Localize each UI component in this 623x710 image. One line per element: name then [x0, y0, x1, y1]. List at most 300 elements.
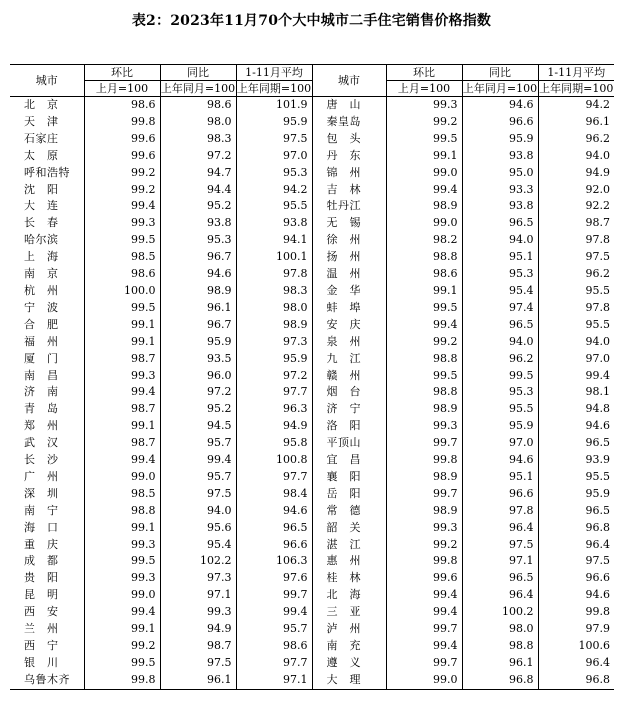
mom-value-right: 99.4 — [386, 182, 462, 199]
price-index-table — [10, 64, 614, 690]
mom-value-right: 98.2 — [386, 232, 462, 249]
city-name-right: 金 华 — [312, 283, 386, 300]
avg-value-left: 98.4 — [236, 486, 312, 503]
avg-value-right: 94.0 — [538, 334, 614, 351]
city-name-left: 长 沙 — [24, 453, 59, 467]
avg-value-right: 95.5 — [538, 469, 614, 486]
avg-value-left: 97.6 — [236, 570, 312, 587]
city-name-right: 襄 阳 — [312, 469, 386, 486]
avg-value-left: 98.3 — [236, 283, 312, 300]
mom-value-right: 99.4 — [386, 638, 462, 655]
city-name-right: 丹 东 — [312, 148, 386, 165]
yoy-value-right: 96.5 — [462, 317, 538, 334]
table-row — [10, 553, 614, 570]
city-name-left: 乌鲁木齐 — [10, 672, 84, 689]
avg-value-right: 97.8 — [538, 232, 614, 249]
mom-value-right: 98.9 — [386, 401, 462, 418]
yoy-value-right: 97.4 — [462, 300, 538, 317]
mom-value-right: 99.0 — [386, 215, 462, 232]
avg-value-right: 96.8 — [538, 520, 614, 537]
table-row — [10, 638, 614, 655]
mom-value-right: 98.9 — [386, 469, 462, 486]
avg-value-left: 95.9 — [236, 351, 312, 368]
table-row — [10, 351, 614, 368]
avg-value-right: 96.2 — [538, 266, 614, 283]
yoy-value-left: 97.5 — [160, 486, 236, 503]
yoy-value-right: 96.2 — [462, 351, 538, 368]
yoy-value-left: 99.3 — [160, 604, 236, 621]
mom-value-right: 98.8 — [386, 249, 462, 266]
mom-value-left: 99.1 — [84, 317, 160, 334]
city-name-left: 杭 州 — [24, 283, 59, 297]
city-name-left: 广 州 — [24, 469, 59, 483]
city-name-right: 徐 州 — [312, 232, 386, 249]
yoy-value-right: 96.4 — [462, 587, 538, 604]
header-avg-base-left: 上年同期=100 — [236, 82, 312, 95]
avg-value-right: 100.6 — [538, 638, 614, 655]
yoy-value-left: 98.7 — [160, 638, 236, 655]
avg-value-right: 96.4 — [538, 655, 614, 672]
city-name-left: 太 原 — [24, 148, 59, 162]
table-row — [10, 621, 614, 638]
mom-value-right: 99.1 — [386, 283, 462, 300]
avg-value-right: 98.1 — [538, 384, 614, 401]
table-row — [10, 182, 614, 199]
mom-value-left: 99.0 — [84, 587, 160, 604]
avg-value-left: 97.7 — [236, 469, 312, 486]
mom-value-left: 99.1 — [84, 621, 160, 638]
yoy-value-right: 98.0 — [462, 621, 538, 638]
mom-value-left: 98.7 — [84, 351, 160, 368]
mom-value-left: 98.6 — [84, 266, 160, 283]
city-name-left: 西 安 — [24, 605, 59, 619]
city-name-right: 惠 州 — [312, 553, 386, 570]
mom-value-right: 99.7 — [386, 621, 462, 638]
city-name-left: 合 肥 — [24, 317, 59, 331]
avg-value-left: 100.8 — [236, 452, 312, 469]
avg-value-left: 101.9 — [236, 97, 312, 114]
city-name-right: 常 德 — [312, 503, 386, 520]
yoy-value-left: 98.9 — [160, 283, 236, 300]
table-row — [10, 148, 614, 165]
avg-value-right: 96.1 — [538, 114, 614, 131]
mom-value-right: 99.8 — [386, 553, 462, 570]
city-name-left: 青 岛 — [24, 402, 59, 416]
mom-value-right: 99.4 — [386, 604, 462, 621]
city-name-left: 福 州 — [24, 334, 59, 348]
avg-value-right: 94.6 — [538, 587, 614, 604]
city-name-left: 北 京 — [24, 98, 59, 111]
avg-value-right: 92.2 — [538, 198, 614, 215]
avg-value-right: 97.8 — [538, 300, 614, 317]
yoy-value-left: 95.3 — [160, 232, 236, 249]
yoy-value-right: 96.5 — [462, 215, 538, 232]
mom-value-right: 99.2 — [386, 537, 462, 554]
avg-value-right: 96.4 — [538, 537, 614, 554]
avg-value-left: 95.8 — [236, 435, 312, 452]
city-name-right: 牡丹江 — [312, 198, 386, 215]
avg-value-right: 96.2 — [538, 131, 614, 148]
avg-value-right: 96.5 — [538, 435, 614, 452]
table-row — [10, 131, 614, 148]
avg-value-left: 98.9 — [236, 317, 312, 334]
header-mom-right: 环比 — [386, 65, 462, 81]
mom-value-right: 98.9 — [386, 198, 462, 215]
table-row — [10, 604, 614, 621]
mom-value-right: 99.7 — [386, 435, 462, 452]
mom-value-left: 99.1 — [84, 418, 160, 435]
mom-value-left: 99.4 — [84, 604, 160, 621]
yoy-value-left: 94.6 — [160, 266, 236, 283]
city-name-right: 泸 州 — [312, 621, 386, 638]
avg-value-right: 97.5 — [538, 553, 614, 570]
mom-value-left: 98.5 — [84, 486, 160, 503]
header-yoy-right: 同比 — [462, 65, 538, 81]
mom-value-left: 99.4 — [84, 384, 160, 401]
avg-value-right: 94.8 — [538, 401, 614, 418]
avg-value-right: 99.4 — [538, 368, 614, 385]
avg-value-left: 97.3 — [236, 334, 312, 351]
mom-value-left: 99.3 — [84, 570, 160, 587]
yoy-value-left: 96.1 — [160, 672, 236, 689]
yoy-value-left: 97.2 — [160, 148, 236, 165]
header-city-left: 城市 — [10, 65, 84, 97]
yoy-value-right: 96.6 — [462, 486, 538, 503]
mom-value-right: 99.7 — [386, 655, 462, 672]
city-name-left: 贵 阳 — [24, 571, 59, 585]
table-row — [10, 317, 614, 334]
yoy-value-right: 93.8 — [462, 198, 538, 215]
mom-value-right: 99.2 — [386, 334, 462, 351]
table-row — [10, 537, 614, 554]
city-name-right: 九 江 — [312, 351, 386, 368]
mom-value-left: 99.5 — [84, 553, 160, 570]
mom-value-right: 99.0 — [386, 672, 462, 689]
yoy-value-left: 95.2 — [160, 198, 236, 215]
city-name-right: 无 锡 — [312, 215, 386, 232]
table-row — [10, 114, 614, 131]
city-name-right: 韶 关 — [312, 520, 386, 537]
city-name-right: 平顶山 — [312, 435, 386, 452]
mom-value-left: 98.6 — [84, 97, 160, 114]
city-name-right: 蚌 埠 — [312, 300, 386, 317]
avg-value-left: 97.7 — [236, 384, 312, 401]
mom-value-right: 99.2 — [386, 114, 462, 131]
yoy-value-right: 95.1 — [462, 249, 538, 266]
mom-value-left: 99.4 — [84, 198, 160, 215]
avg-value-right: 97.9 — [538, 621, 614, 638]
city-name-right: 洛 阳 — [312, 418, 386, 435]
avg-value-left: 94.9 — [236, 418, 312, 435]
table-row — [10, 452, 614, 469]
city-name-right: 北 海 — [312, 587, 386, 604]
avg-value-left: 95.9 — [236, 114, 312, 131]
avg-value-right: 93.9 — [538, 452, 614, 469]
city-name-left: 大 连 — [24, 199, 59, 213]
city-name-right: 遵 义 — [312, 655, 386, 672]
city-name-left: 呼和浩特 — [24, 165, 70, 179]
avg-value-right: 94.0 — [538, 148, 614, 165]
city-name-left: 昆 明 — [24, 588, 59, 602]
avg-value-left: 94.1 — [236, 232, 312, 249]
table-row — [10, 486, 614, 503]
avg-value-left: 97.7 — [236, 655, 312, 672]
city-name-right: 包 头 — [312, 131, 386, 148]
yoy-value-right: 99.5 — [462, 368, 538, 385]
yoy-value-left: 93.5 — [160, 351, 236, 368]
avg-value-left: 97.8 — [236, 266, 312, 283]
yoy-value-left: 94.7 — [160, 165, 236, 182]
avg-value-right: 99.8 — [538, 604, 614, 621]
city-name-right: 济 宁 — [312, 401, 386, 418]
city-name-left: 宁 波 — [24, 300, 59, 314]
city-name-right: 三 亚 — [312, 604, 386, 621]
yoy-value-right: 97.1 — [462, 553, 538, 570]
header-avg-right: 1-11月平均 — [538, 65, 614, 81]
yoy-value-right: 94.0 — [462, 232, 538, 249]
mom-value-left: 99.1 — [84, 520, 160, 537]
avg-value-right: 95.5 — [538, 283, 614, 300]
mom-value-left: 99.2 — [84, 165, 160, 182]
mom-value-left: 99.2 — [84, 182, 160, 199]
table-row — [10, 503, 614, 520]
city-name-right: 泉 州 — [312, 334, 386, 351]
yoy-value-left: 98.3 — [160, 131, 236, 148]
mom-value-left: 99.2 — [84, 638, 160, 655]
header-avg-left: 1-11月平均 — [236, 65, 312, 81]
yoy-value-right: 95.3 — [462, 266, 538, 283]
mom-value-right: 99.0 — [386, 165, 462, 182]
mom-value-left: 98.7 — [84, 435, 160, 452]
avg-value-left: 96.3 — [236, 401, 312, 418]
yoy-value-left: 97.5 — [160, 655, 236, 672]
avg-value-right: 94.6 — [538, 418, 614, 435]
mom-value-left: 98.8 — [84, 503, 160, 520]
yoy-value-right: 95.3 — [462, 384, 538, 401]
yoy-value-left: 98.0 — [160, 114, 236, 131]
yoy-value-left: 97.2 — [160, 384, 236, 401]
avg-value-left: 97.5 — [236, 131, 312, 148]
avg-value-right: 95.5 — [538, 317, 614, 334]
mom-value-left: 99.3 — [84, 537, 160, 554]
mom-value-left: 99.3 — [84, 368, 160, 385]
header-mom-base-left: 上月=100 — [84, 81, 160, 97]
mom-value-left: 99.0 — [84, 469, 160, 486]
avg-value-right: 96.8 — [538, 672, 614, 689]
city-name-left: 成 都 — [24, 554, 59, 568]
city-name-left: 银 川 — [24, 655, 59, 669]
avg-value-left: 94.2 — [236, 182, 312, 199]
city-name-right: 南 充 — [312, 638, 386, 655]
mom-value-right: 99.3 — [386, 520, 462, 537]
mom-value-right: 99.1 — [386, 148, 462, 165]
yoy-value-right: 98.8 — [462, 638, 538, 655]
city-name-right: 湛 江 — [312, 537, 386, 554]
yoy-value-right: 97.5 — [462, 537, 538, 554]
avg-value-left: 93.8 — [236, 215, 312, 232]
city-name-left: 海 口 — [24, 520, 59, 534]
city-name-right: 宜 昌 — [312, 452, 386, 469]
avg-value-right: 97.0 — [538, 351, 614, 368]
page-title: 表2：2023年11月70个大中城市二手住宅销售价格指数 — [131, 13, 492, 29]
mom-value-right: 98.8 — [386, 384, 462, 401]
yoy-value-left: 97.3 — [160, 570, 236, 587]
yoy-value-right: 95.5 — [462, 401, 538, 418]
avg-value-left: 96.5 — [236, 520, 312, 537]
city-name-right: 赣 州 — [312, 368, 386, 385]
yoy-value-right: 96.4 — [462, 520, 538, 537]
header-yoy-base-right: 上年同月=100 — [462, 82, 538, 95]
yoy-value-left: 96.0 — [160, 368, 236, 385]
yoy-value-left: 96.7 — [160, 249, 236, 266]
avg-value-right: 97.5 — [538, 249, 614, 266]
mom-value-left: 99.5 — [84, 655, 160, 672]
table-row — [10, 570, 614, 587]
avg-value-left: 98.0 — [236, 300, 312, 317]
city-name-left: 沈 阳 — [24, 182, 59, 196]
table-row — [10, 587, 614, 604]
mom-value-left: 99.3 — [84, 215, 160, 232]
avg-value-right: 98.7 — [538, 215, 614, 232]
yoy-value-left: 97.1 — [160, 587, 236, 604]
yoy-value-right: 96.8 — [462, 672, 538, 689]
city-name-right: 唐 山 — [312, 97, 386, 114]
city-name-left: 重 庆 — [24, 537, 59, 551]
avg-value-right: 94.2 — [538, 97, 614, 114]
avg-value-right: 96.5 — [538, 503, 614, 520]
header-city-right: 城市 — [312, 65, 386, 97]
mom-value-left: 100.0 — [84, 283, 160, 300]
mom-value-left: 99.8 — [84, 672, 160, 689]
yoy-value-right: 94.6 — [462, 452, 538, 469]
table-row — [10, 215, 614, 232]
avg-value-left: 96.6 — [236, 537, 312, 554]
table-row — [10, 266, 614, 283]
table-row — [10, 300, 614, 317]
mom-value-left: 99.6 — [84, 148, 160, 165]
yoy-value-left: 95.7 — [160, 435, 236, 452]
avg-value-left: 99.4 — [236, 604, 312, 621]
city-name-left: 济 南 — [24, 385, 59, 399]
mom-value-right: 99.5 — [386, 131, 462, 148]
city-name-left: 兰 州 — [24, 622, 59, 636]
table-row — [10, 165, 614, 182]
yoy-value-left: 94.4 — [160, 182, 236, 199]
yoy-value-right: 96.5 — [462, 570, 538, 587]
mom-value-left: 99.4 — [84, 452, 160, 469]
yoy-value-right: 96.1 — [462, 655, 538, 672]
table-row — [10, 283, 614, 300]
yoy-value-left: 102.2 — [160, 553, 236, 570]
yoy-value-right: 100.2 — [462, 604, 538, 621]
yoy-value-right: 94.6 — [462, 97, 538, 114]
header-yoy-base-left: 上年同月=100 — [160, 82, 236, 95]
mom-value-right: 99.4 — [386, 587, 462, 604]
yoy-value-left: 95.6 — [160, 520, 236, 537]
city-name-left: 天 津 — [24, 114, 59, 128]
yoy-value-right: 95.0 — [462, 165, 538, 182]
table-row — [10, 368, 614, 385]
avg-value-left: 97.2 — [236, 368, 312, 385]
table-body — [10, 97, 614, 690]
yoy-value-right: 94.0 — [462, 334, 538, 351]
table-row — [10, 249, 614, 266]
avg-value-left: 106.3 — [236, 553, 312, 570]
mom-value-left: 98.5 — [84, 249, 160, 266]
yoy-value-left: 94.0 — [160, 503, 236, 520]
city-name-right: 烟 台 — [312, 384, 386, 401]
yoy-value-right: 93.8 — [462, 148, 538, 165]
avg-value-left: 94.6 — [236, 503, 312, 520]
table-row — [10, 435, 614, 452]
header-mom-base-right: 上月=100 — [386, 81, 462, 97]
yoy-value-left: 96.1 — [160, 300, 236, 317]
city-name-left: 长 春 — [24, 216, 59, 230]
mom-value-right: 99.5 — [386, 300, 462, 317]
header-mom-left: 环比 — [84, 65, 160, 81]
mom-value-right: 99.7 — [386, 486, 462, 503]
city-name-right: 温 州 — [312, 266, 386, 283]
mom-value-left: 99.5 — [84, 232, 160, 249]
table-row — [10, 232, 614, 249]
header-yoy-left: 同比 — [160, 65, 236, 81]
yoy-value-right: 97.0 — [462, 435, 538, 452]
mom-value-right: 99.3 — [386, 418, 462, 435]
city-name-left: 深 圳 — [24, 486, 59, 500]
table-row — [10, 334, 614, 351]
yoy-value-right: 95.1 — [462, 469, 538, 486]
city-name-left: 南 昌 — [24, 368, 59, 382]
city-name-right: 岳 阳 — [312, 486, 386, 503]
mom-value-left: 98.7 — [84, 401, 160, 418]
yoy-value-right: 95.4 — [462, 283, 538, 300]
table-row — [10, 520, 614, 537]
mom-value-right: 98.9 — [386, 503, 462, 520]
mom-value-right: 98.6 — [386, 266, 462, 283]
avg-value-left: 98.6 — [236, 638, 312, 655]
city-name-right: 大 理 — [312, 672, 386, 689]
city-name-right: 扬 州 — [312, 249, 386, 266]
avg-value-left: 95.5 — [236, 198, 312, 215]
avg-value-right: 92.0 — [538, 182, 614, 199]
yoy-value-right: 95.9 — [462, 418, 538, 435]
header-avg-base-right: 上年同期=100 — [539, 82, 614, 95]
yoy-value-right: 95.9 — [462, 131, 538, 148]
avg-value-right: 94.9 — [538, 165, 614, 182]
mom-value-left: 99.6 — [84, 131, 160, 148]
yoy-value-right: 97.8 — [462, 503, 538, 520]
city-name-left: 石家庄 — [24, 131, 59, 145]
table-row — [10, 97, 614, 114]
table-row — [10, 384, 614, 401]
city-name-left: 西 宁 — [24, 639, 59, 652]
avg-value-left: 97.1 — [236, 672, 312, 689]
mom-value-left: 99.8 — [84, 114, 160, 131]
mom-value-right: 99.3 — [386, 97, 462, 114]
city-name-left: 厦 门 — [24, 351, 59, 365]
table-row — [10, 401, 614, 418]
avg-value-right: 95.9 — [538, 486, 614, 503]
table-row — [10, 672, 614, 689]
yoy-value-left: 99.4 — [160, 452, 236, 469]
city-name-left: 南 宁 — [24, 503, 59, 517]
yoy-value-right: 93.3 — [462, 182, 538, 199]
mom-value-left: 99.1 — [84, 334, 160, 351]
table-row — [10, 418, 614, 435]
yoy-value-left: 95.7 — [160, 469, 236, 486]
city-name-right: 吉 林 — [312, 182, 386, 199]
table-row — [10, 469, 614, 486]
